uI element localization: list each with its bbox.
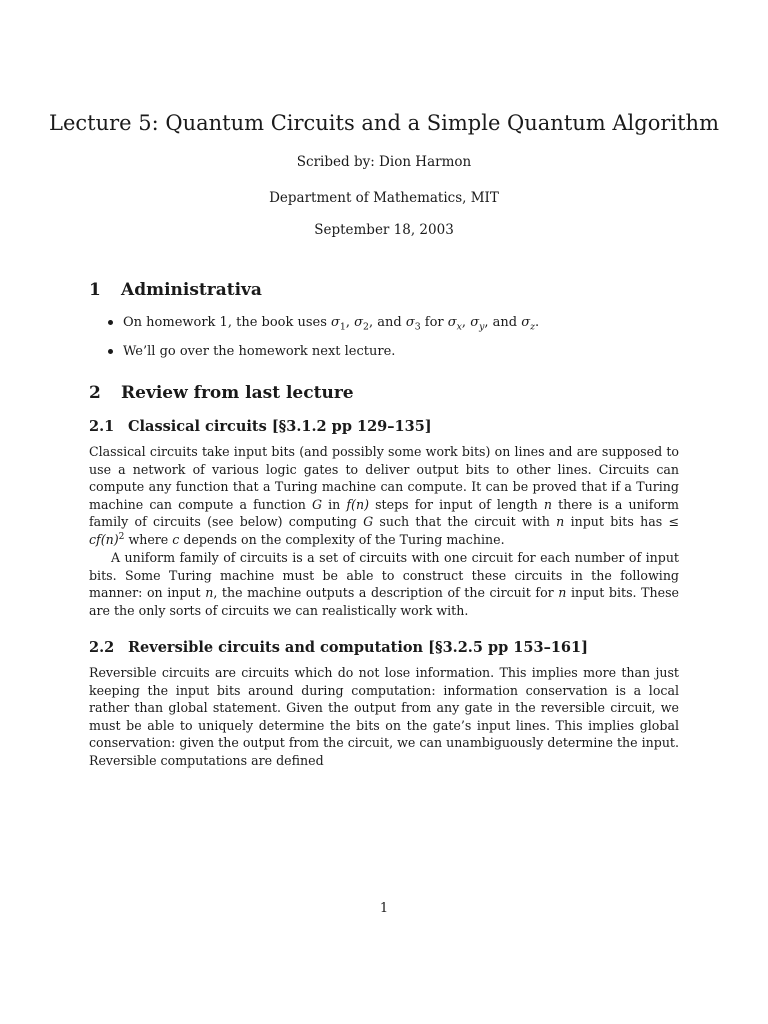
date-line: September 18, 2003 bbox=[314, 222, 454, 238]
subsection-number: 2.2 bbox=[89, 639, 115, 656]
section-heading-administrativa bbox=[89, 279, 262, 301]
section-title: Administrativa bbox=[121, 280, 262, 300]
section-number: 2 bbox=[89, 383, 101, 403]
subsection-title: Classical circuits [§3.1.2 pp 129–135] bbox=[128, 418, 432, 435]
administrativa-list-2 bbox=[106, 343, 395, 360]
list-item: We’ll go over the homework next lecture. bbox=[106, 343, 395, 360]
subsection-title: Reversible circuits and computation [§3.2.5 pp 153–161] bbox=[128, 639, 588, 656]
administrativa-list bbox=[106, 314, 539, 331]
paragraph-classical-2: A uniform family of circuits is a set of circuits with one circuit for each number of input bits. Some Turing machine must be able to construct these circuits in the following manner: on input n, the machine outputs a description of the circuit for n input bits. These are the only sorts of circuits we can realistically work with. bbox=[89, 550, 680, 618]
list-item: On homework 1, the book uses $\sigma_1$, $\sigma_2$, and $\sigma_3$ for $\sigma_x$, $\sigma_y$, and $\sigma_z$. bbox=[106, 314, 539, 331]
subsection-heading-reversible bbox=[89, 638, 588, 658]
paragraph-reversible-1: Reversible circuits are circuits which do not lose information. This implies more than just keeping the input bits around during computation: information conservation is a local rather than global statement. Given the output from any gate in the reversible circuit, we must be able to uniquely determine the bits on the gate’s input lines. This implies global conservation: given the output from the circuit, we can unambiguously determine the input. Reversible computations are defined bbox=[89, 665, 679, 768]
page-number: 1 bbox=[379, 901, 389, 916]
paragraph-classical-1: Classical circuits take input bits (and possibly some work bits) on lines and are supposed to use a network of various logic gates to deliver output bits to other lines. Circuits can compute any function that a Turing machine can compute. It can be proved that if a Turing machine can compute a function G in f(n) steps for input of length n there is a uniform family of circuits (see below) computing G such that the circuit with n input bits has ≤ $cf(n)^2$ where c depends on the complexity of the Turing machine. bbox=[89, 444, 679, 547]
subsection-number: 2.1 bbox=[89, 418, 115, 435]
section-title: Review from last lecture bbox=[121, 383, 354, 403]
section-heading-review bbox=[89, 382, 354, 404]
author-line: Scribed by: Dion Harmon bbox=[296, 154, 472, 170]
paper-title: Lecture 5: Quantum Circuits and a Simple Quantum Algorithm bbox=[49, 111, 719, 135]
department-line: Department of Mathematics, MIT bbox=[269, 190, 499, 206]
subsection-heading-classical bbox=[89, 417, 432, 437]
section-number: 1 bbox=[89, 280, 101, 300]
